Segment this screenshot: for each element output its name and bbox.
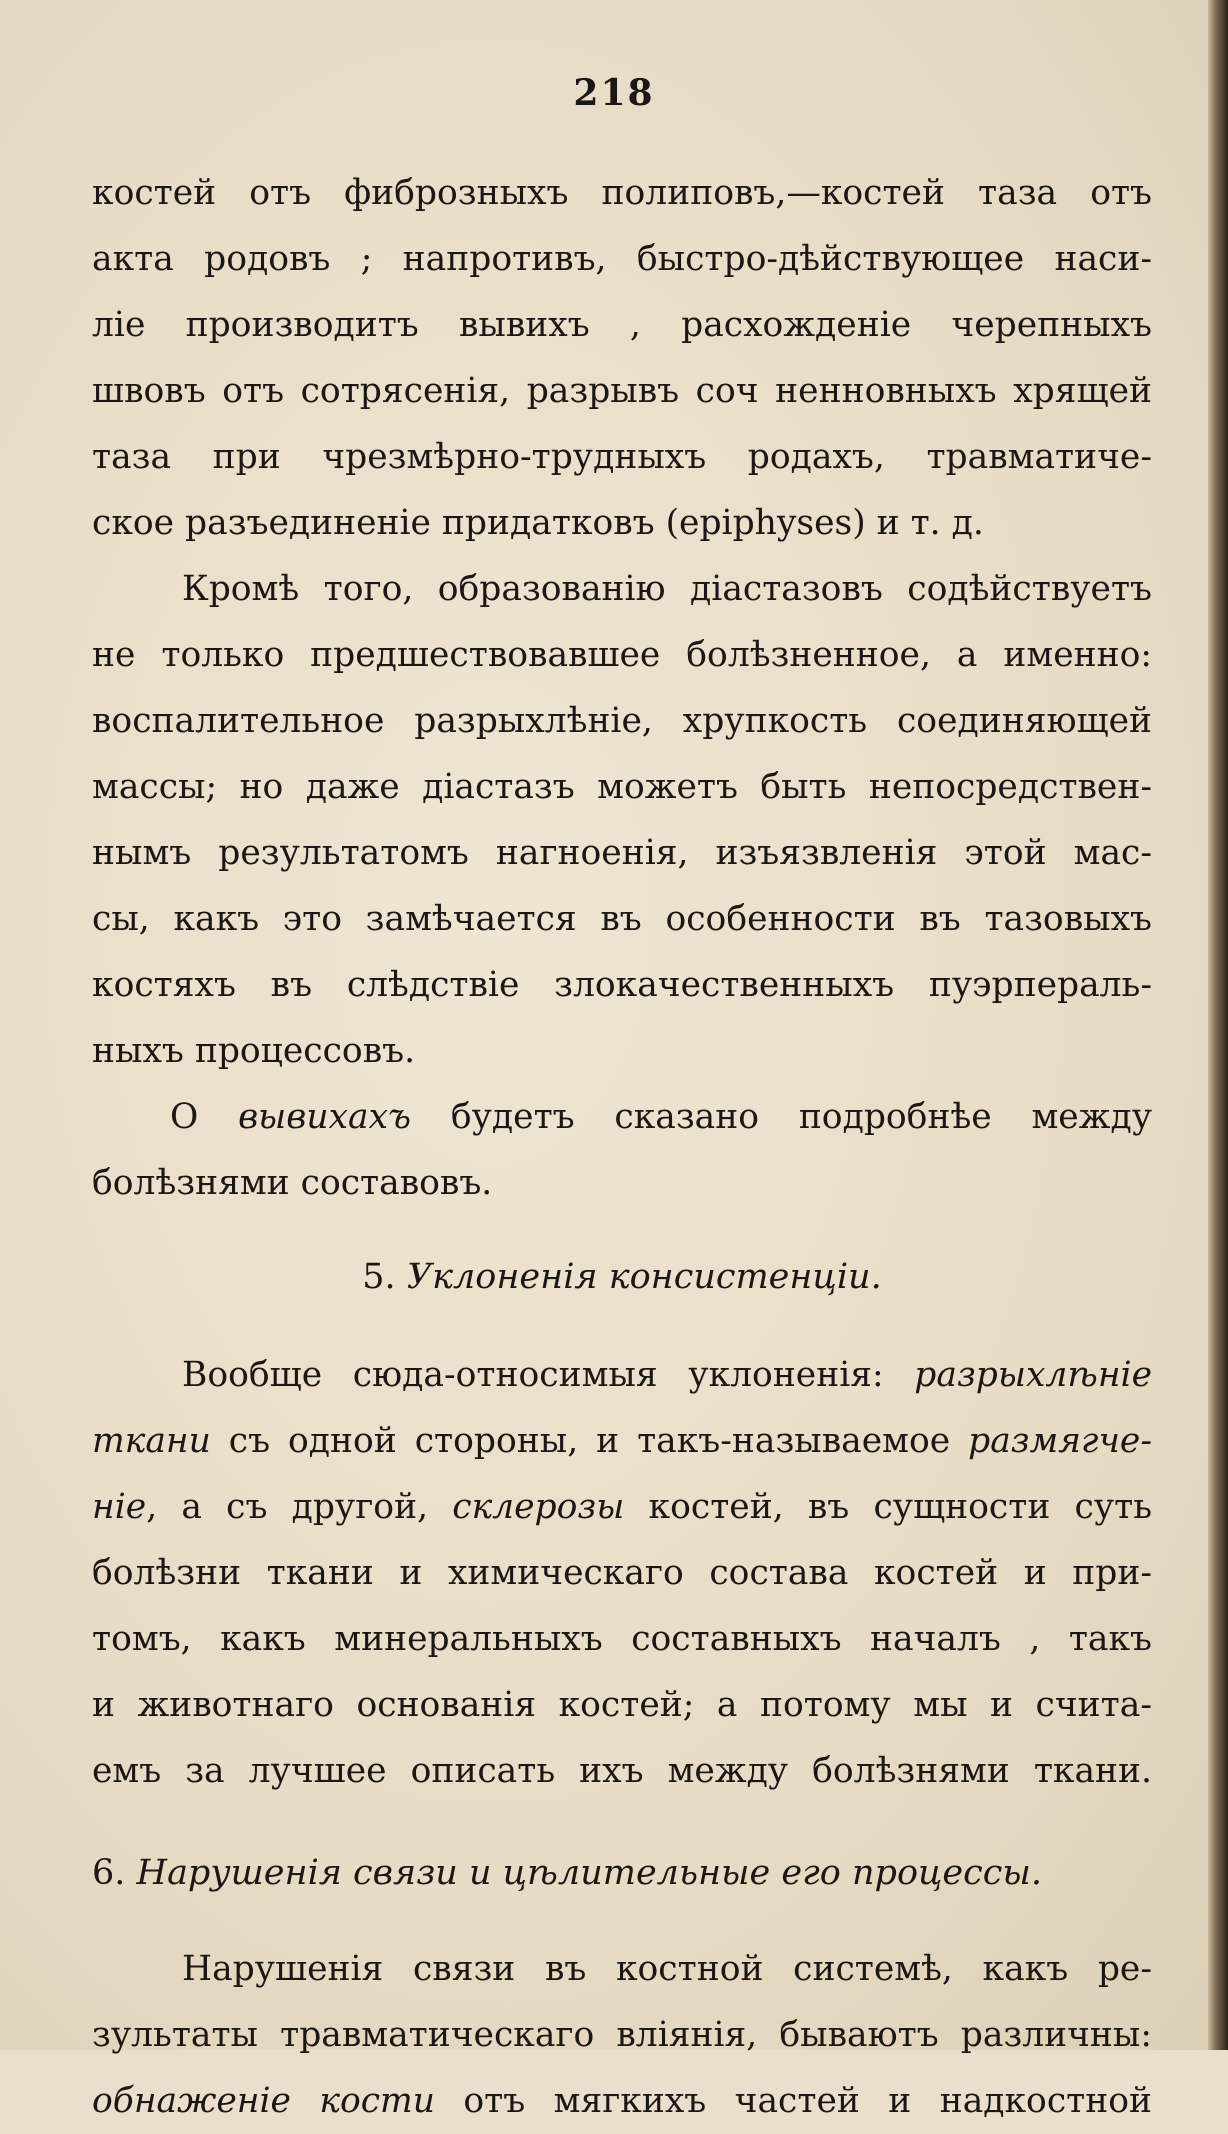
italic-term: склерозы	[452, 1487, 625, 1527]
italic-term: ткани	[92, 1421, 211, 1461]
text-span: костей, въ сущности суть	[624, 1487, 1153, 1527]
text-span: О	[170, 1097, 239, 1137]
text-line	[92, 2068, 1152, 2134]
text-line: Кромѣ того, образованiю дiастазовъ содѣйствуетъ	[182, 569, 1152, 609]
section-heading-5	[92, 1244, 1152, 1310]
text-line: зультаты травматическаго влiянiя, бываютъ различны:	[92, 2015, 1152, 2055]
page-number: 218	[573, 72, 655, 114]
text-line	[92, 1474, 1152, 1540]
text-line	[92, 1408, 1152, 1474]
text-line: швовъ отъ сотрясенiя, разрывъ соч ненновныхъ хрящей	[92, 371, 1152, 411]
text-line: лiе производитъ вывихъ , расхожденiе черепныхъ	[92, 305, 1152, 345]
text-line: массы; но даже дiастазъ можетъ быть непосредствен-	[92, 767, 1152, 807]
text-span: будетъ сказано подробнѣе между	[411, 1097, 1152, 1137]
heading-title: Нарушенiя связи и цѣлительные его процессы.	[136, 1853, 1042, 1893]
text-line: томъ, какъ минеральныхъ составныхъ началъ , такъ	[92, 1619, 1152, 1659]
binding-shadow	[1208, 0, 1228, 2050]
text-line: болѣзнями составовъ.	[92, 1163, 493, 1203]
text-line: сы, какъ это замѣчается въ особенности въ тазовыхъ	[92, 899, 1152, 939]
text-line	[92, 1084, 1152, 1150]
italic-term: вывихахъ	[238, 1097, 412, 1137]
page-text	[92, 160, 1152, 2134]
text-line	[92, 1342, 1152, 1408]
text-line: костей отъ фиброзныхъ полиповъ,—костей таза отъ	[92, 173, 1152, 213]
heading-number: 5.	[362, 1257, 396, 1297]
text-span: , а съ другой,	[146, 1487, 453, 1527]
text-line: воспалительное разрыхлѣнiе, хрупкость соединяющей	[92, 701, 1152, 741]
text-line: акта родовъ ; напротивъ, быстро-дѣйствующее наси-	[92, 239, 1152, 279]
heading-number: 6.	[92, 1853, 126, 1893]
section-heading-6	[92, 1840, 1152, 1906]
italic-term: нiе	[92, 1487, 147, 1527]
text-line: не только предшествовавшее болѣзненное, а именно:	[92, 635, 1152, 675]
text-span: отъ мягкихъ частей и надкостной	[434, 2081, 1153, 2121]
text-line: таза при чрезмѣрно-трудныхъ родахъ, травматиче-	[92, 437, 1152, 477]
italic-term: размягче-	[968, 1421, 1152, 1461]
text-line: нымъ результатомъ нагноенiя, изъязвленiя этой мас-	[92, 833, 1152, 873]
italic-term: разрыхлѣнiе	[914, 1355, 1152, 1395]
text-span: Вообще сюда-относимыя уклоненiя:	[182, 1355, 915, 1395]
text-line: емъ за лучшее описать ихъ между болѣзнями ткани.	[92, 1751, 1152, 1791]
text-line: ское разъединенiе придатковъ (epiphyses) и т. д.	[92, 503, 984, 543]
text-line: ныхъ процессовъ.	[92, 1031, 416, 1071]
text-line: болѣзни ткани и химическаго состава костей и при-	[92, 1553, 1152, 1593]
heading-title: Уклоненiя консистенцiи.	[406, 1257, 882, 1297]
text-line: костяхъ въ слѣдствiе злокачественныхъ пуэрпераль-	[92, 965, 1152, 1005]
text-line: и животнаго основанiя костей; а потому мы и счита-	[92, 1685, 1152, 1725]
italic-term: обнаженiе кости	[92, 2081, 435, 2121]
text-span: съ одной стороны, и такъ-называемое	[210, 1421, 969, 1461]
text-line: Нарушенiя связи въ костной системѣ, какъ ре-	[182, 1949, 1152, 1989]
